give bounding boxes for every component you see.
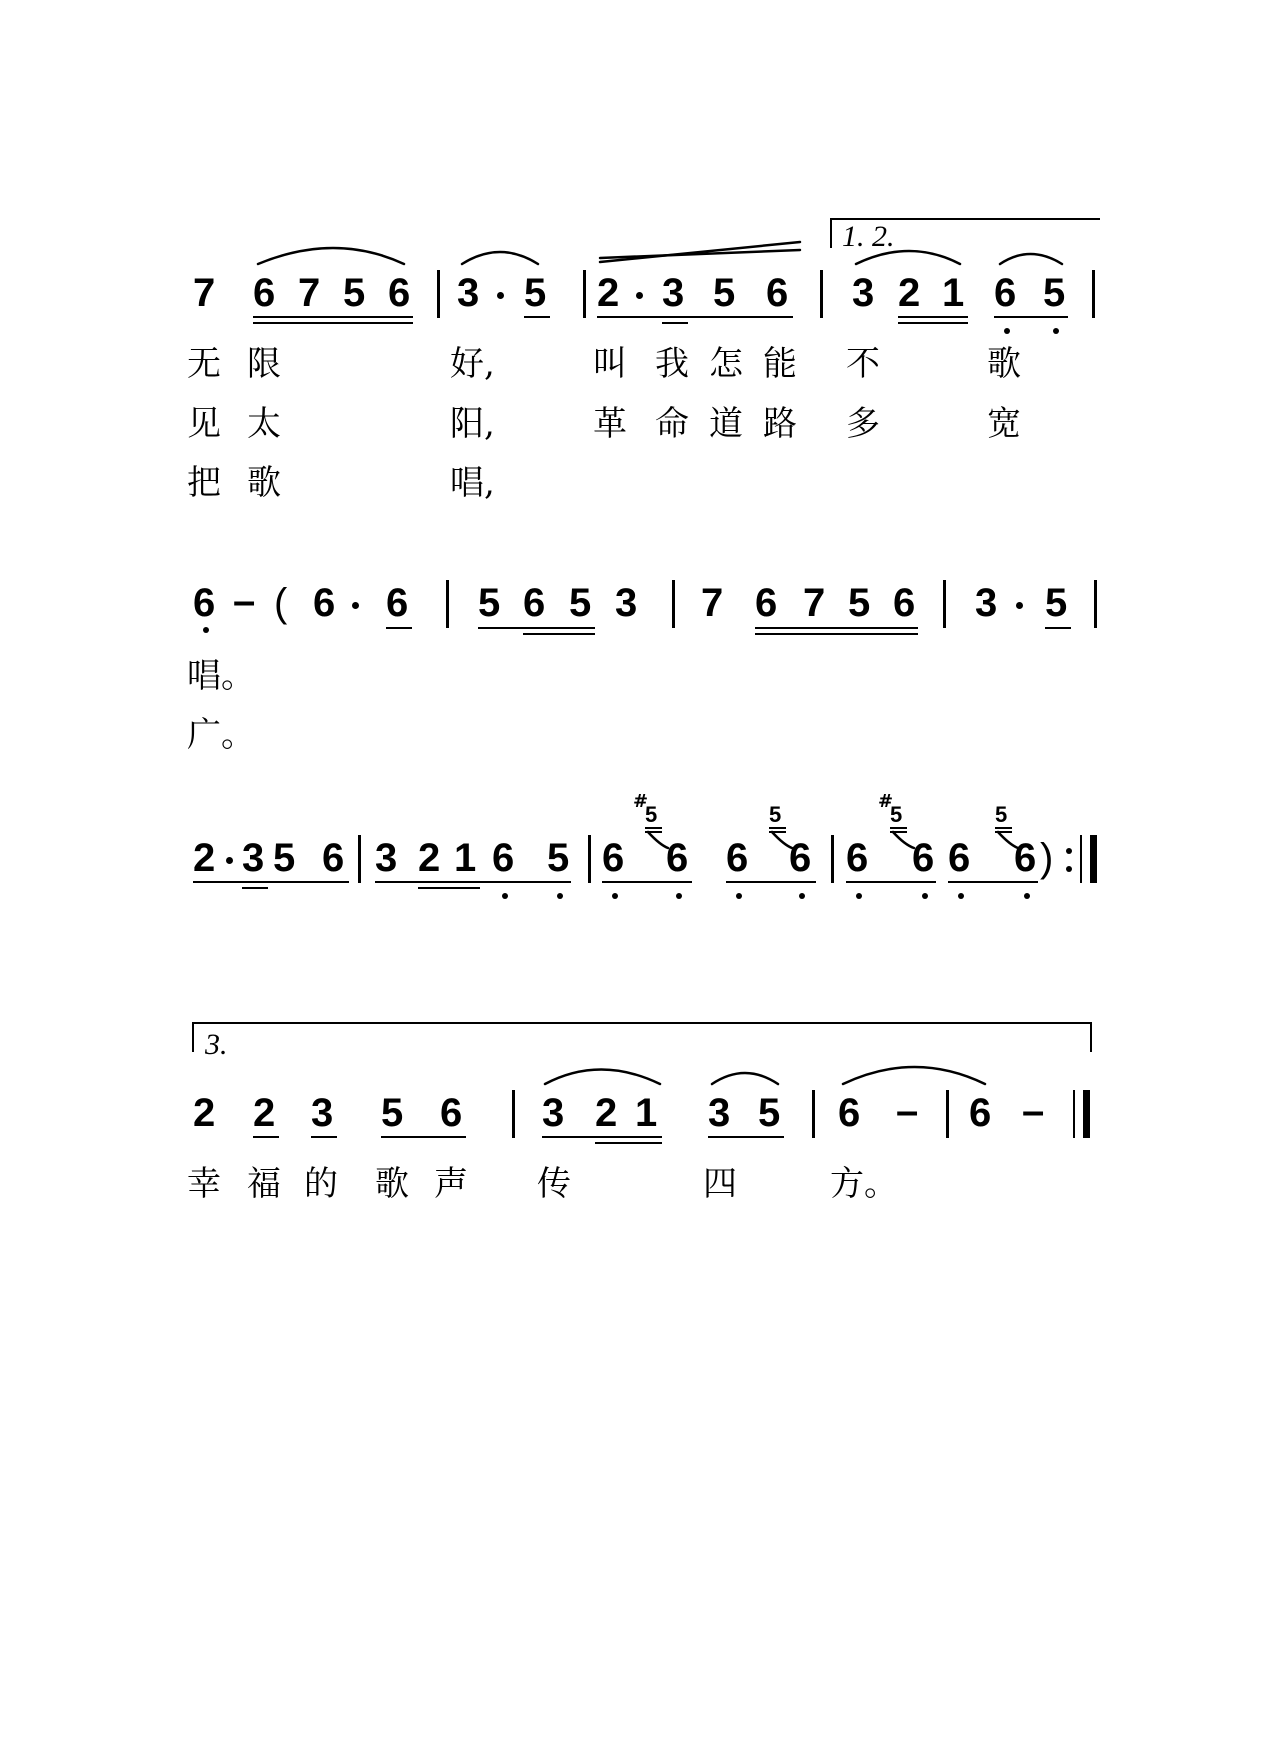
note: 7	[193, 271, 216, 315]
lyric: 歌	[375, 1164, 409, 1204]
lyric: 好,	[450, 344, 495, 384]
note: 1	[454, 836, 477, 880]
lyric: 革	[593, 404, 627, 444]
lyric: 叫	[593, 344, 627, 384]
lyric: 见	[187, 404, 221, 444]
lyric: 路	[763, 404, 797, 444]
lyric: 无	[187, 344, 221, 384]
grace-slur	[893, 832, 914, 848]
note: 7	[298, 271, 321, 315]
note: 5	[1045, 581, 1068, 625]
grace-slur	[772, 832, 792, 848]
note: 1	[942, 271, 965, 315]
lyric: 方。	[830, 1164, 898, 1204]
slur	[856, 251, 960, 264]
note: 5	[569, 581, 592, 625]
note: 6	[726, 836, 749, 880]
note: 6	[766, 271, 789, 315]
note: 6	[1014, 836, 1037, 880]
sharp-sign: #	[633, 791, 649, 812]
lyric: 太	[247, 404, 281, 444]
volta-label-first: 1. 2.	[842, 220, 895, 253]
note: 2	[597, 271, 620, 315]
lyric: 我	[655, 344, 689, 384]
note: 6	[313, 581, 336, 625]
note: 3	[311, 1091, 334, 1135]
note: 6	[994, 271, 1017, 315]
note: 6	[602, 836, 625, 880]
note: 5	[343, 271, 366, 315]
note: 5	[1043, 271, 1066, 315]
grace-note: 5	[995, 802, 1008, 827]
note: 7	[701, 581, 724, 625]
note: 6	[789, 836, 812, 880]
lyric: 怎	[709, 344, 743, 384]
note: 6	[386, 581, 409, 625]
lyric: 歌	[247, 463, 281, 503]
note: 3	[457, 271, 480, 315]
note: 2	[193, 1091, 216, 1135]
lyric: 声	[434, 1164, 468, 1204]
note: 3	[375, 836, 398, 880]
note: 5	[273, 836, 296, 880]
lyric: 不	[846, 344, 880, 384]
lyric: 道	[709, 404, 743, 444]
note: 3	[708, 1091, 731, 1135]
note: 6	[440, 1091, 463, 1135]
note: 5	[524, 271, 547, 315]
dash: –	[233, 579, 256, 623]
lyric: 命	[655, 404, 689, 444]
lyric: 多	[846, 404, 880, 444]
note: 6	[253, 271, 276, 315]
note: 6	[492, 836, 515, 880]
lyric: 广。	[187, 715, 255, 755]
lyric: 四	[703, 1164, 737, 1204]
grace-note: 5	[645, 802, 658, 827]
slur	[545, 1070, 660, 1085]
note: 5	[758, 1091, 781, 1135]
lyric: 传	[537, 1164, 571, 1204]
note: 7	[803, 581, 826, 625]
note: 1	[635, 1091, 658, 1135]
lyric: 限	[247, 344, 281, 384]
slur	[462, 252, 538, 264]
note: 6	[755, 581, 778, 625]
note: 6	[322, 836, 345, 880]
note: 2	[193, 836, 216, 880]
note: 5	[381, 1091, 404, 1135]
note: 3	[242, 836, 265, 880]
lyric: 唱,	[450, 463, 495, 503]
grace-slur	[648, 832, 668, 848]
note: 6	[912, 836, 935, 880]
note: 5	[848, 581, 871, 625]
dash: –	[1022, 1089, 1045, 1133]
note: 3	[852, 271, 875, 315]
slur	[712, 1073, 778, 1084]
dash: –	[896, 1089, 919, 1133]
lyric: 福	[247, 1164, 281, 1204]
note: 3	[662, 271, 685, 315]
note: 6	[838, 1091, 861, 1135]
note: 6	[666, 836, 689, 880]
lyric: 歌	[987, 344, 1021, 384]
lyric: 唱。	[187, 656, 255, 696]
note: 2	[898, 271, 921, 315]
note: 3	[615, 581, 638, 625]
note: 5	[713, 271, 736, 315]
sharp-sign: #	[878, 791, 894, 812]
lyric: 把	[187, 463, 221, 503]
note: 2	[595, 1091, 618, 1135]
lyric: 的	[304, 1164, 338, 1204]
close-paren: )	[1040, 836, 1054, 880]
note: 6	[523, 581, 546, 625]
note: 6	[193, 581, 216, 625]
grace-slur	[998, 832, 1018, 848]
note: 3	[975, 581, 998, 625]
note: 3	[542, 1091, 565, 1135]
note: 6	[948, 836, 971, 880]
slur	[1000, 254, 1062, 264]
note: 6	[893, 581, 916, 625]
tie	[843, 1067, 985, 1084]
note: 6	[388, 271, 411, 315]
note: 2	[418, 836, 441, 880]
lyric: 宽	[987, 404, 1021, 444]
grace-note: 5	[890, 802, 903, 827]
note: 5	[478, 581, 501, 625]
open-paren: (	[274, 581, 288, 625]
note: 6	[969, 1091, 992, 1135]
note: 5	[547, 836, 570, 880]
slur	[258, 248, 404, 264]
volta-label-third: 3.	[205, 1028, 228, 1061]
note: 2	[253, 1091, 276, 1135]
lyric: 阳,	[450, 404, 495, 444]
grace-note: 5	[769, 802, 782, 827]
lyric: 幸	[187, 1164, 221, 1204]
note: 6	[846, 836, 869, 880]
lyric: 能	[763, 344, 797, 384]
